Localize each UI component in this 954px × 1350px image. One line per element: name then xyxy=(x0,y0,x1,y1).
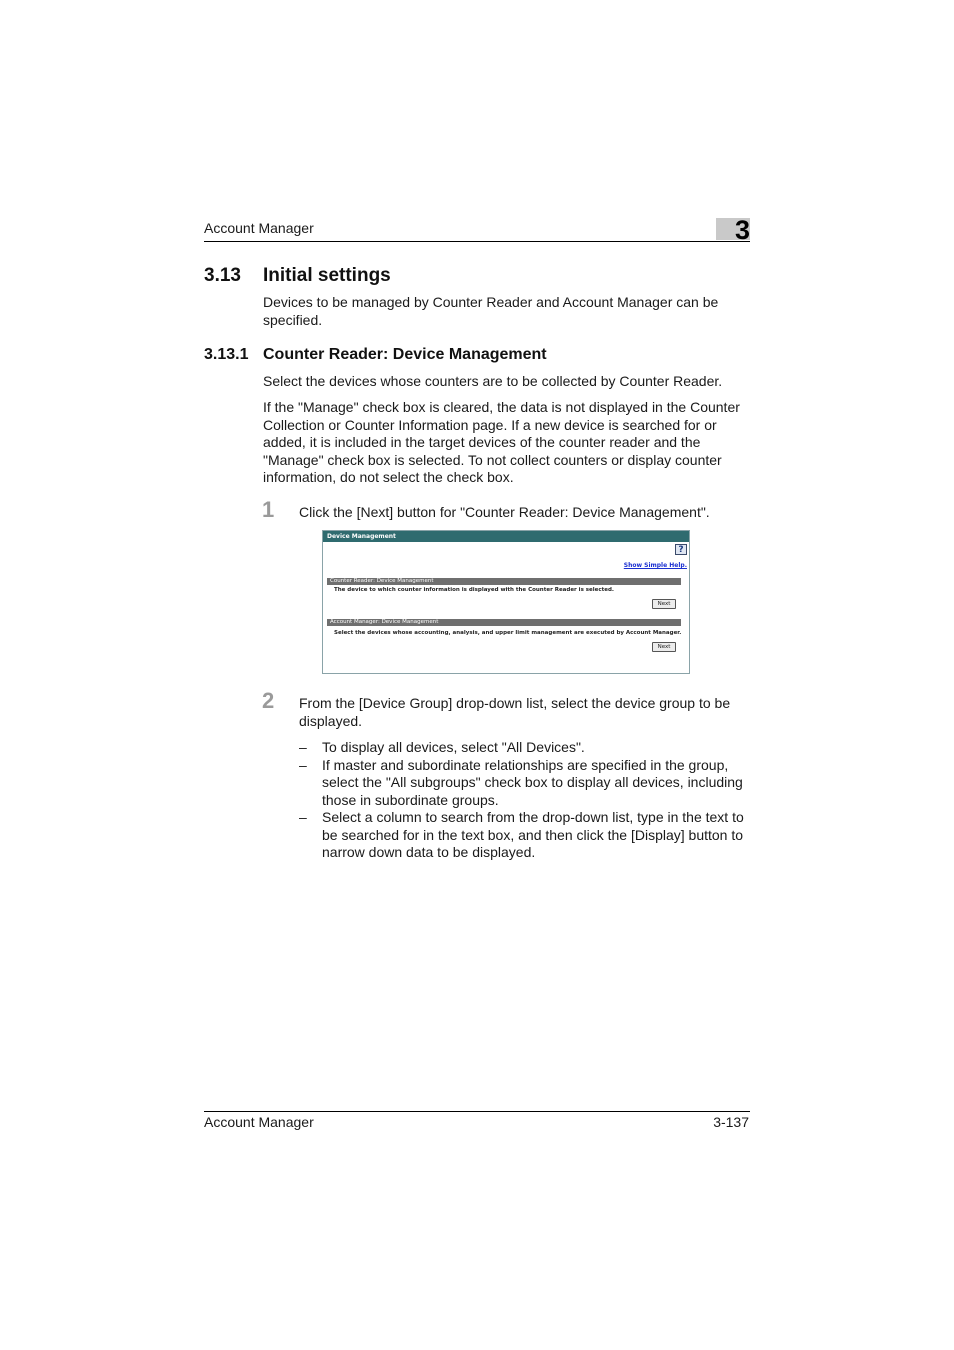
subsection-title: Counter Reader: Device Management xyxy=(263,346,547,363)
subsection-lead: Select the devices whose counters are to be collected by Counter Reader. xyxy=(263,373,723,389)
step-2-bullet-list xyxy=(299,739,754,862)
account-manager-section-description: Select the devices whose accounting, analysis, and upper limit management are executed by Account Manager. xyxy=(334,630,682,636)
section-intro: Devices to be managed by Counter Reader and Account Manager can be specified. xyxy=(263,294,719,328)
footer-rule xyxy=(204,1111,750,1112)
device-management-screenshot xyxy=(322,530,690,674)
step-text-2: From the [Device Group] drop-down list, select the device group to be displayed. xyxy=(299,695,731,729)
chapter-number: 3 xyxy=(734,215,750,245)
bullet-text: Select a column to search from the drop-down list, type in the text to be searched for in the text box, and then click the [Display] button to narrow down data to be displayed. xyxy=(322,809,744,860)
footer-title: Account Manager xyxy=(204,1114,314,1130)
counter-reader-section-description: The device to which counter information is displayed with the Counter Reader is selected. xyxy=(334,587,615,593)
running-header-title: Account Manager xyxy=(204,220,314,236)
step-number-2: 2 xyxy=(262,688,275,713)
list-item xyxy=(299,739,754,757)
screenshot-title-bar: Device Management xyxy=(323,531,689,542)
bullet-dash: – xyxy=(299,809,307,825)
bullet-text: If master and subordinate relationships are specified in the group, select the "All subgroups" check box to display all devices, including those in subordinate groups. xyxy=(322,756,743,808)
section-title: Initial settings xyxy=(263,265,391,286)
subsection-note: If the "Manage" check box is cleared, the data is not displayed in the Counter Collection or Counter Information page. If a new device is searched for or added, it is included in the target devices of the counter reader and the "Manage" check box is selected. To not collect counters or display counter information, do not select the check box. xyxy=(263,399,740,485)
list-item xyxy=(299,809,754,862)
page-number: 3-137 xyxy=(713,1114,749,1130)
bullet-text: To display all devices, select "All Devices". xyxy=(322,739,585,755)
show-simple-help-link[interactable]: Show Simple Help. xyxy=(623,562,687,569)
section-number: 3.13 xyxy=(204,265,241,286)
counter-reader-section-bar: Counter Reader: Device Management xyxy=(327,578,681,585)
step-text-1: Click the [Next] button for "Counter Reader: Device Management". xyxy=(299,504,710,520)
step-number-1: 1 xyxy=(262,497,275,522)
account-manager-section-bar: Account Manager: Device Management xyxy=(327,619,681,626)
subsection-number: 3.13.1 xyxy=(204,346,249,363)
counter-reader-next-button[interactable]: Next xyxy=(652,599,676,609)
list-item xyxy=(299,757,754,810)
bullet-dash: – xyxy=(299,756,307,773)
header-rule xyxy=(204,241,750,242)
help-icon[interactable]: ? xyxy=(675,544,687,555)
account-manager-next-button[interactable]: Next xyxy=(652,642,676,652)
bullet-dash: – xyxy=(299,739,307,755)
